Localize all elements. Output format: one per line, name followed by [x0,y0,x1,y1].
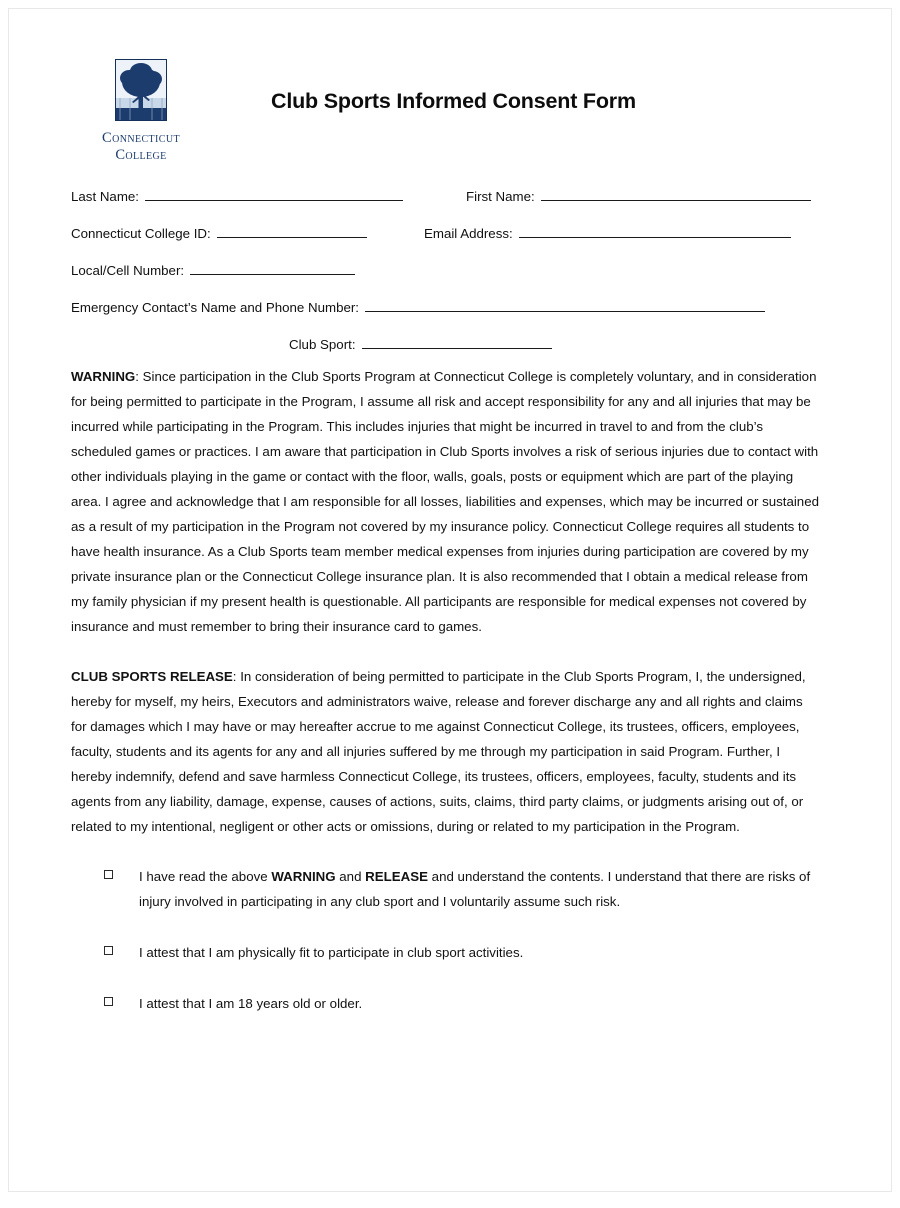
field-college-id [71,226,367,241]
first-name-input[interactable] [541,189,811,201]
emergency-label: Emergency Contact’s Name and Phone Number: [71,300,359,315]
field-local-cell-number [71,263,355,278]
wordmark-line-1: Connecticut [102,130,180,146]
warning-heading: WARNING [71,369,136,384]
club-sport-input[interactable] [362,337,552,349]
field-email-address [424,226,791,241]
college-wordmark [71,130,211,164]
college-logo [71,59,211,164]
field-emergency-contact [71,300,765,315]
field-last-name [71,189,403,204]
club-sport-label: Club Sport: [289,337,356,352]
tree-crest-icon [115,59,167,121]
college-id-input[interactable] [217,226,367,238]
attestation-text-2: I attest that I am physically fit to participate in club sport activities. [139,945,524,960]
last-name-input[interactable] [145,189,403,201]
attestation-bold-warning: WARNING [271,869,336,884]
release-separator: : [232,669,241,684]
release-body: In consideration of being permitted to participate in the Club Sports Program, I, the undersigned, hereby for myself, my heirs, Executors and administrators waive, release and forever discharge any and all rights and claims for damages which I may have or may hereafter accrue to me against Connecticut College, its trustees, officers, employees, faculty, students and its agents for any and all injuries suffered by me through my participation in said Program. Further, I hereby indemnify, defend and save harmless Connecticut College, its trustees, officers, employees, faculty, students and its agents from any liability, damage, expense, causes of actions, suits, claims, third party claims, or judgments arising out of, or related to my intentional, negligent or other acts or omissions, during or related to my participation in the Program. [71,669,806,834]
document-page [8,8,892,1192]
warning-separator: : [135,369,143,384]
attestation-text-1b: and [335,869,366,884]
last-name-label: Last Name: [71,189,139,204]
warning-body: Since participation in the Club Sports Program at Connecticut College is completely voluntary, and in consideration for being permitted to participate in the Program, I assume all risk and accept responsibility for any and all injuries that may be incurred while participating in the Program. This includes injuries that might be incurred in travel to and from the club’s scheduled games or practices. I am aware that participation in Club Sports involves a risk of serious injuries due to contact with other individuals playing in the game or contact with the floor, walls, goals, posts or equipment which are part of the playing area. I agree and acknowledge that I am responsible for all losses, liabilities and expenses, which may be incurred or sustained as a result of my participation in the Program not covered by my insurance policy. Connecticut College requires all students to have health insurance. As a Club Sports team member medical expenses from injuries during participation are covered by my private insurance plan or the Connecticut College insurance plan. It is also recommended that I obtain a medical release from my family physician if my present health is questionable. All participants are responsible for medical expenses not covered by insurance and must remember to bring their insurance card to games. [71,369,819,634]
email-label: Email Address: [424,226,513,241]
attestation-list [71,864,821,1016]
first-name-label: First Name: [466,189,535,204]
attestation-item[interactable] [104,864,821,914]
cell-input[interactable] [190,263,355,275]
field-first-name [466,189,811,204]
attestation-text-3: I attest that I am 18 years old or older. [139,996,363,1011]
email-input[interactable] [519,226,791,238]
warning-paragraph [71,364,821,639]
attestation-item[interactable] [104,940,821,965]
document-header [71,53,821,183]
emergency-input[interactable] [365,300,765,312]
attestation-text-1c: and understand the contents. I understand that there are risks of injury involved in participating in any club sport and I voluntarily assume such risk. [139,869,811,909]
attestation-item[interactable] [104,991,821,1016]
release-heading: CLUB SPORTS RELEASE [71,669,233,684]
form-fields [71,189,821,364]
attestation-text-1a: I have read the above [139,869,272,884]
cell-label: Local/Cell Number: [71,263,185,278]
wordmark-line-2: College [115,147,167,163]
checkbox-icon[interactable] [104,870,113,879]
release-paragraph [71,664,821,839]
attestation-bold-release: RELEASE [365,869,428,884]
page-title: Club Sports Informed Consent Form [271,89,636,113]
field-club-sport [289,337,552,352]
checkbox-icon[interactable] [104,997,113,1006]
college-id-label: Connecticut College ID: [71,226,211,241]
document-content [71,53,821,1016]
checkbox-icon[interactable] [104,946,113,955]
